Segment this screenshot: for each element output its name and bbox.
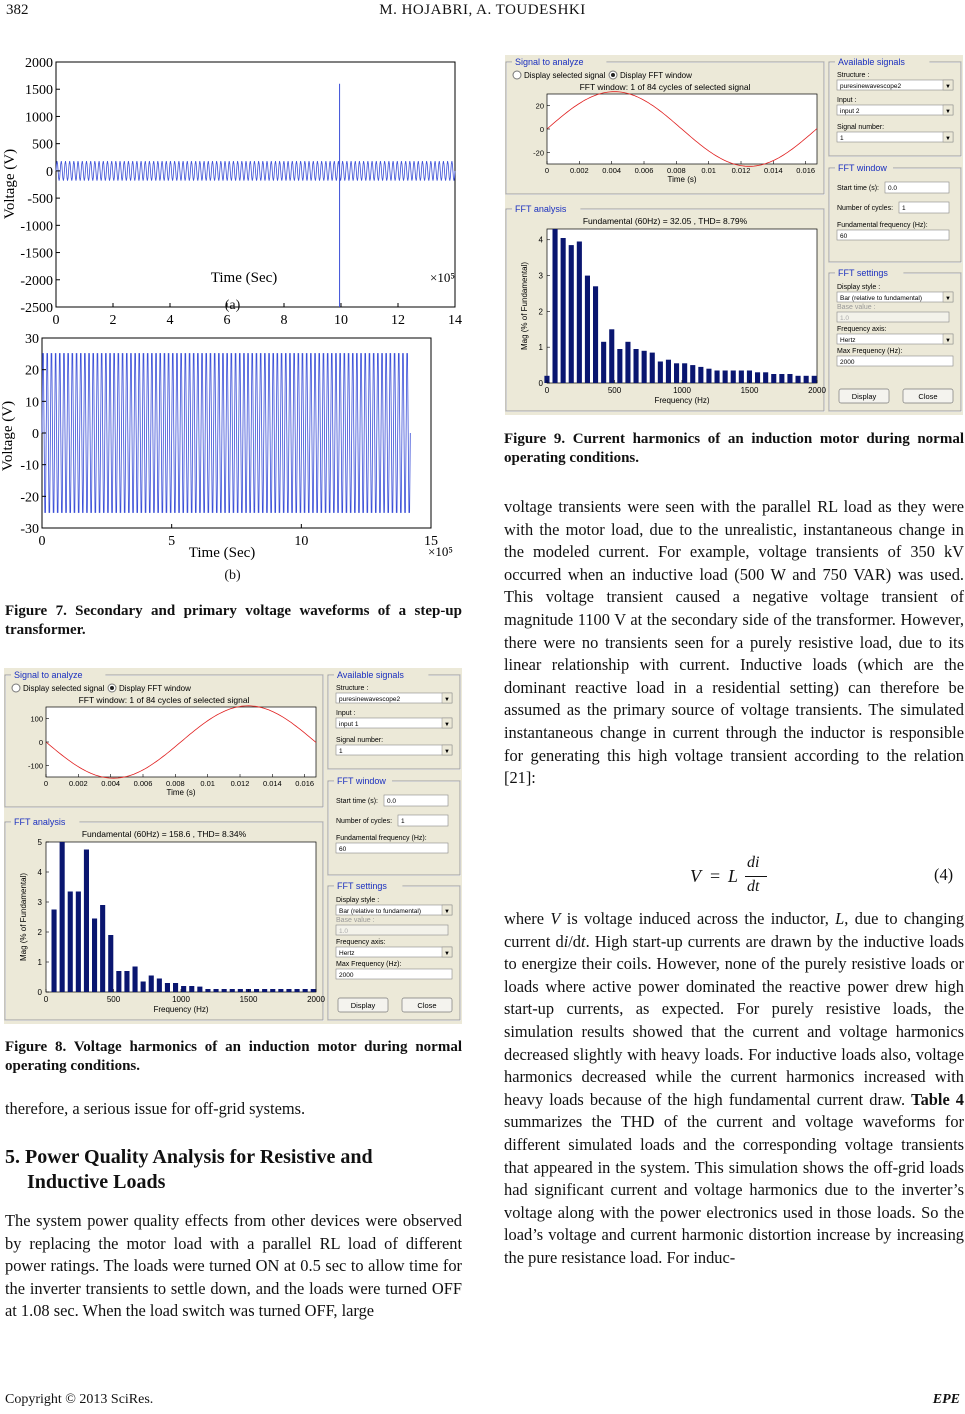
figure8-fft-gui xyxy=(4,668,462,1024)
fft-bar xyxy=(262,989,267,992)
var-t: t xyxy=(581,931,586,951)
start-time-value: 0.0 xyxy=(888,185,898,192)
signal-number-chevron-down-icon: ▼ xyxy=(444,749,450,755)
cycles-label: Number of cycles: xyxy=(336,818,393,825)
text-run: , due to changing current d xyxy=(504,909,965,951)
y-tick-label: -10 xyxy=(20,458,39,474)
fig7a-ylabel: Voltage (V) xyxy=(2,148,18,220)
fund-freq-value: 60 xyxy=(840,233,848,240)
fig7b-xlabel: Time (Sec) xyxy=(188,545,256,561)
fft-bar xyxy=(796,376,801,383)
fft-bar xyxy=(706,369,711,383)
frequency-axis-label: Frequency axis: xyxy=(837,326,887,333)
x-tick-label: 10 xyxy=(334,313,348,328)
time-x-tick-label: 0.016 xyxy=(796,166,816,175)
equation-4 xyxy=(504,854,964,902)
time-x-tick-label: 0.008 xyxy=(165,779,185,788)
radio-selected-signal xyxy=(12,684,20,692)
fft-x-tick-label: 0 xyxy=(544,386,550,395)
x-tick-label: 6 xyxy=(223,313,231,328)
fft-bar xyxy=(133,967,138,993)
figure7b-label: (b) xyxy=(224,568,241,583)
start-time-value: 0.0 xyxy=(387,798,397,805)
fft-bar xyxy=(311,989,316,992)
fft-y-tick-label: 4 xyxy=(538,235,543,245)
time-x-tick-label: 0.012 xyxy=(731,166,751,175)
text-run: /d xyxy=(568,931,581,951)
fft-bar xyxy=(771,374,776,383)
fft-x-tick-label: 2000 xyxy=(307,995,325,1004)
fft-bar xyxy=(100,905,105,992)
x-tick-label: 10 xyxy=(294,534,309,549)
fft-y-tick-label: 5 xyxy=(37,838,42,847)
figure9-fft-gui xyxy=(505,55,963,415)
fft-bar xyxy=(804,376,809,383)
fig7b-ylabel: Voltage (V) xyxy=(0,400,16,472)
fft-bar xyxy=(157,979,162,993)
fft-bar xyxy=(739,371,744,384)
input-label: Input : xyxy=(837,97,857,104)
fft-bar xyxy=(84,850,89,993)
fft-bar xyxy=(625,342,630,383)
fft-x-tick-label: 0 xyxy=(43,995,49,1004)
input-chevron-down-icon: ▼ xyxy=(945,109,951,115)
time-x-tick-label: 0.006 xyxy=(133,779,153,788)
time-x-tick-label: 0.01 xyxy=(200,779,215,788)
footer-copyright: Copyright © 2013 SciRes. xyxy=(5,1392,154,1407)
fft-window-panel-title: FFT window xyxy=(337,776,386,786)
time-y-tick-label: 100 xyxy=(30,714,43,724)
text-run: is voltage induced across the inductor, xyxy=(560,909,836,928)
time-x-tick-label: 0.01 xyxy=(701,166,716,175)
eq-V: V xyxy=(690,866,701,886)
y-tick-label: -500 xyxy=(27,192,53,208)
fft-bar xyxy=(642,351,647,383)
fig7a-xlabel: Time (Sec) xyxy=(210,270,278,286)
y-tick-label: 30 xyxy=(25,332,39,347)
max-frequency-value: 2000 xyxy=(339,972,354,979)
fft-bar xyxy=(715,371,720,384)
time-x-tick-label: 0 xyxy=(544,166,550,175)
time-x-tick-label: 0.014 xyxy=(262,779,282,788)
fft-xlabel: Frequency (Hz) xyxy=(654,396,710,405)
eq-number: (4) xyxy=(934,865,954,884)
fft-bar xyxy=(303,989,308,992)
available-signals-title: Available signals xyxy=(337,670,404,680)
input-value: input 1 xyxy=(339,721,359,728)
x-tick-label: 0 xyxy=(52,313,60,328)
fft-bar xyxy=(124,971,129,992)
eq-L: L xyxy=(728,866,739,886)
fft-bar xyxy=(254,989,259,992)
fft-x-tick-label: 2000 xyxy=(808,386,826,395)
y-tick-label: 0 xyxy=(46,164,53,180)
table-reference[interactable]: Table 4 xyxy=(911,1089,964,1109)
input-value: input 2 xyxy=(840,108,860,115)
structure-value: puresinewavescope2 xyxy=(840,83,902,90)
radio-fft-dot xyxy=(110,686,114,690)
time-y-tick-label: -100 xyxy=(27,761,43,771)
fft-y-tick-label: 3 xyxy=(37,898,42,907)
figure7a-chart xyxy=(0,52,465,328)
fft-bar xyxy=(650,353,655,383)
time-x-tick-label: 0.004 xyxy=(101,779,121,788)
fft-title: Fundamental (60Hz) = 32.05 , THD= 8.79% xyxy=(582,216,748,226)
fig7a-multiplier: ×10⁵ xyxy=(430,270,455,285)
eq-equals: = xyxy=(710,866,721,886)
radio-fft-label: Display FFT window xyxy=(119,684,191,693)
time-y-tick-label: -20 xyxy=(533,148,544,158)
fft-bar xyxy=(763,372,768,383)
fft-bar xyxy=(149,976,154,993)
fft-bar xyxy=(617,349,622,383)
fft-y-tick-label: 2 xyxy=(37,928,42,937)
section5-title-line1: 5. Power Quality Analysis for Resistive and xyxy=(5,1146,373,1168)
start-time-label: Start time (s): xyxy=(336,798,379,805)
x-tick-label: 15 xyxy=(424,534,438,549)
fft-bar xyxy=(561,238,566,383)
fft-bar xyxy=(666,360,671,383)
max-frequency-label: Max Frequency (Hz): xyxy=(837,348,903,355)
right-paragraph-1: voltage transients were seen with the parallel RL load as they were with the motor load, due to the unrealistic, instantaneous change in the modeled current. For example, voltage transients of 350 kV occurred when an inductive load (500 W and 750 VAR) was used. This voltage transient caused a negative voltage transient of magnitude 1100 V at the secondary side of the transformer. However, there were no transients seen for a purely resistive load, due to its linear relationship with current. Inductive loads (which are the dominant reactive load in a residential setting) can therefore be assumed as the primary source of voltage transients. The simulated instantaneous change in current through the inductor is responsible for generating this high voltage transient according to the relation [21]: xyxy=(504,497,964,788)
fft-bar xyxy=(609,329,614,383)
display-style-label: Display style : xyxy=(837,284,881,291)
text-run: where xyxy=(504,909,551,928)
fft-xlabel: Frequency (Hz) xyxy=(153,1005,209,1014)
fft-ylabel: Mag (% of Fundamental) xyxy=(19,872,28,962)
fft-bar xyxy=(68,892,73,993)
fft-bar xyxy=(569,245,574,383)
page-number: 382 xyxy=(6,2,29,18)
display-style-value: Bar (relative to fundamental) xyxy=(840,295,923,302)
x-tick-label: 2 xyxy=(109,313,117,328)
fft-bar xyxy=(197,987,202,992)
y-tick-label: -30 xyxy=(20,522,39,537)
fft-window-panel-title: FFT window xyxy=(838,163,887,173)
input-label: Input : xyxy=(336,710,356,717)
signal-number-label: Signal number: xyxy=(837,124,885,131)
fft-bar xyxy=(593,286,598,383)
base-value-field xyxy=(837,312,949,322)
right-paragraph-2 xyxy=(504,908,964,1270)
var-i: i xyxy=(563,931,569,951)
base-value-field xyxy=(336,925,448,935)
fft-settings-panel-title: FFT settings xyxy=(838,268,888,278)
var-L: L xyxy=(835,909,845,928)
figure7a-label: (a) xyxy=(224,298,241,313)
fft-bar xyxy=(295,989,300,992)
signal-number-label: Signal number: xyxy=(336,737,384,744)
fft-window-caption: FFT window: 1 of 84 cycles of selected signal xyxy=(78,695,250,705)
signal-panel-title: Signal to analyze xyxy=(14,670,83,680)
base-value-label: Base value : xyxy=(837,304,876,311)
fft-bar xyxy=(238,989,243,992)
fft-bar xyxy=(214,989,219,992)
running-header: M. HOJABRI, A. TOUDESHKI xyxy=(379,2,586,18)
fund-freq-value: 60 xyxy=(339,846,347,853)
signal-number-field xyxy=(837,132,953,142)
fft-x-tick-label: 1500 xyxy=(740,386,759,395)
fft-bar xyxy=(181,986,186,992)
fft-y-tick-label: 2 xyxy=(538,307,543,317)
fft-bar xyxy=(779,374,784,383)
radio-selected-label: Display selected signal xyxy=(524,71,606,80)
fft-bar xyxy=(634,349,639,383)
x-tick-label: 12 xyxy=(391,313,405,328)
fft-bar xyxy=(165,983,170,992)
fft-bar xyxy=(278,989,283,992)
y-tick-label: -2500 xyxy=(20,301,53,316)
fund-freq-field xyxy=(837,230,949,240)
fft-bar xyxy=(108,935,113,992)
time-x-tick-label: 0 xyxy=(43,779,49,788)
footer-journal: EPE xyxy=(932,1392,960,1407)
time-x-tick-label: 0.002 xyxy=(68,779,88,788)
time-y-tick-label: 0 xyxy=(38,738,43,747)
fft-bar xyxy=(690,365,695,383)
structure-label: Structure : xyxy=(336,685,369,692)
radio-selected-label: Display selected signal xyxy=(23,684,105,693)
fft-x-tick-label: 1000 xyxy=(673,386,691,395)
fft-window-caption: FFT window: 1 of 84 cycles of selected signal xyxy=(579,82,751,92)
fft-x-tick-label: 1000 xyxy=(172,995,190,1004)
y-tick-label: -1500 xyxy=(20,246,53,262)
fft-y-tick-label: 0 xyxy=(37,988,42,997)
fft-bar xyxy=(230,989,235,992)
structure-chevron-down-icon: ▼ xyxy=(444,697,450,703)
fft-bar xyxy=(222,989,227,992)
structure-value: puresinewavescope2 xyxy=(339,696,401,703)
fft-panel-title: FFT analysis xyxy=(515,204,567,214)
fft-y-tick-label: 3 xyxy=(538,271,543,281)
fft-bar xyxy=(286,989,291,992)
fft-bar xyxy=(601,342,606,383)
fig7b-multiplier: ×10⁵ xyxy=(428,544,453,559)
fft-bar xyxy=(577,242,582,384)
cycles-field xyxy=(398,815,448,826)
figure7-caption: Figure 7. Secondary and primary voltage waveforms of a step-up transformer. xyxy=(5,603,462,638)
y-tick-label: 10 xyxy=(25,395,39,411)
time-x-tick-label: 0.012 xyxy=(230,779,250,788)
eq-numerator: di xyxy=(747,854,760,871)
fft-bar xyxy=(270,989,275,992)
fft-bar xyxy=(553,229,558,383)
close-button-label: Close xyxy=(417,1001,437,1010)
fft-x-tick-label: 1500 xyxy=(239,995,258,1004)
fund-freq-field xyxy=(336,843,448,853)
radio-selected-signal xyxy=(513,71,521,79)
fft-bar xyxy=(76,892,81,993)
time-xlabel: Time (s) xyxy=(166,788,196,797)
fft-bar xyxy=(674,363,679,383)
fft-bar xyxy=(698,367,703,383)
time-x-tick-label: 0.006 xyxy=(634,166,654,175)
display-button-label: Display xyxy=(350,1001,376,1010)
fft-panel-title: FFT analysis xyxy=(14,817,66,827)
max-frequency-value: 2000 xyxy=(840,359,855,366)
frequency-axis-chevron-down-icon: ▼ xyxy=(945,338,951,344)
fft-bar xyxy=(682,363,687,383)
fft-settings-panel-title: FFT settings xyxy=(337,881,387,891)
y-tick-label: 500 xyxy=(32,137,53,153)
eq-denominator: dt xyxy=(747,878,760,895)
start-time-label: Start time (s): xyxy=(837,185,880,192)
y-tick-label: 20 xyxy=(25,363,39,379)
section5-paragraph: The system power quality effects from other devices were observed by replacing the motor load with a parallel RL load of different power ratings. The loads were turned ON at 0.5 sec to allow time for the inverter transients to settle down, and the loads were turned OFF at 1.08 sec. When the load switch was turned OFF, large xyxy=(5,1211,462,1321)
signal-panel-title: Signal to analyze xyxy=(515,57,584,67)
y-tick-label: -2000 xyxy=(20,273,53,289)
x-tick-label: 8 xyxy=(280,313,288,328)
fft-bar xyxy=(812,376,817,383)
signal-number-value: 1 xyxy=(840,135,844,142)
figure9-caption: Figure 9. Current harmonics of an induction motor during normal operating conditions. xyxy=(504,431,964,466)
cycles-value: 1 xyxy=(401,818,405,825)
fft-bar xyxy=(787,374,792,383)
time-x-tick-label: 0.004 xyxy=(602,166,622,175)
fft-bar xyxy=(173,983,178,992)
fft-y-tick-label: 4 xyxy=(37,868,42,877)
close-button-label: Close xyxy=(918,392,938,401)
y-tick-label: 1000 xyxy=(25,110,53,126)
structure-chevron-down-icon: ▼ xyxy=(945,84,951,90)
x-tick-label: 4 xyxy=(166,313,174,328)
radio-fft-label: Display FFT window xyxy=(620,71,692,80)
time-x-tick-label: 0.016 xyxy=(295,779,315,788)
y-tick-label: 1500 xyxy=(25,83,53,99)
display-style-chevron-down-icon: ▼ xyxy=(444,909,450,915)
fft-bar xyxy=(658,362,663,384)
fft-ylabel: Mag (% of Fundamental) xyxy=(520,261,529,351)
fft-bar xyxy=(60,842,65,992)
display-button-label: Display xyxy=(851,392,877,401)
structure-label: Structure : xyxy=(837,72,870,79)
fund-freq-label: Fundamental frequency (Hz): xyxy=(336,835,427,842)
y-tick-label: -1000 xyxy=(20,219,53,235)
x-tick-label: 0 xyxy=(38,534,46,549)
y-tick-label: 0 xyxy=(32,427,39,442)
time-x-tick-label: 0.008 xyxy=(666,166,686,175)
base-value-value: 1.0 xyxy=(339,928,349,935)
base-value-value: 1.0 xyxy=(840,315,850,322)
fft-title: Fundamental (60Hz) = 158.6 , THD= 8.34% xyxy=(81,829,247,839)
max-frequency-label: Max Frequency (Hz): xyxy=(336,961,402,968)
figure7b-chart xyxy=(0,332,465,582)
x-tick-label: 5 xyxy=(168,534,176,549)
display-style-value: Bar (relative to fundamental) xyxy=(339,908,422,915)
fft-bar xyxy=(205,989,210,992)
eq-fraction-bar xyxy=(745,876,767,877)
fft-y-tick-label: 1 xyxy=(37,958,42,967)
time-x-tick-label: 0.014 xyxy=(763,166,783,175)
fft-bar xyxy=(723,371,728,384)
y-tick-label: 2000 xyxy=(25,56,53,71)
fft-y-tick-label: 1 xyxy=(538,343,543,353)
time-y-tick-label: 0 xyxy=(539,125,544,134)
section5-title-line2: Inductive Loads xyxy=(27,1171,166,1193)
fft-bar xyxy=(141,982,146,993)
input-chevron-down-icon: ▼ xyxy=(444,722,450,728)
signal-number-value: 1 xyxy=(339,748,343,755)
time-y-tick-label: 20 xyxy=(535,101,544,111)
fft-bar xyxy=(189,986,194,992)
signal-number-field xyxy=(336,745,452,755)
radio-fft-dot xyxy=(611,73,615,77)
fft-x-tick-label: 500 xyxy=(607,386,622,395)
fft-x-tick-label: 500 xyxy=(106,995,121,1004)
left-continuation-text: therefore, a serious issue for off-grid systems. xyxy=(5,1099,306,1118)
frequency-axis-label: Frequency axis: xyxy=(336,939,386,946)
fft-bar xyxy=(52,910,57,993)
frequency-axis-chevron-down-icon: ▼ xyxy=(444,951,450,957)
fft-bar xyxy=(92,919,97,993)
text-run: summarizes the THD of the current and voltage waveforms for different simulated loads and the corresponding voltage transients that appeared in the system. This simulation shows the off-grid loads had significant current and voltage harmonics due to the inverter’s voltage along with the power electronics used in those loads. So the load’s voltage and current harmonic distortion increase by increasing the pure resistance load. For induc- xyxy=(504,1112,964,1267)
fft-bar xyxy=(116,971,121,992)
y-tick-label: -20 xyxy=(20,490,39,506)
fft-bar xyxy=(755,372,760,383)
text-run: . High start-up currents are drawn by the inductive loads to energize their coils. However, none of the purely resistive loads or loads where active power dominated the reactive power drew high start-up currents, as expected. For purely resistive loads, the simulation results showed that the current and voltage harmonics decreased slightly with heavy loads. For inductive loads also, voltage harmonics decreased while the current harmonics increased with heavy loads because of the high fundamental current draw. xyxy=(504,931,964,1109)
available-signals-title: Available signals xyxy=(838,57,905,67)
fft-bar xyxy=(731,371,736,384)
cycles-value: 1 xyxy=(902,205,906,212)
var-V: V xyxy=(550,909,561,928)
x-tick-label: 14 xyxy=(448,313,462,328)
display-style-chevron-down-icon: ▼ xyxy=(945,296,951,302)
cycles-label: Number of cycles: xyxy=(837,205,894,212)
figure8-caption: Figure 8. Voltage harmonics of an induction motor during normal operating conditions. xyxy=(5,1039,462,1074)
signal-number-chevron-down-icon: ▼ xyxy=(945,136,951,142)
fft-bar xyxy=(585,276,590,383)
cycles-field xyxy=(899,202,949,213)
fund-freq-label: Fundamental frequency (Hz): xyxy=(837,222,928,229)
time-x-tick-label: 0.002 xyxy=(569,166,589,175)
frequency-axis-value: Hertz xyxy=(339,950,355,957)
time-xlabel: Time (s) xyxy=(667,175,697,184)
display-style-label: Display style : xyxy=(336,897,380,904)
base-value-label: Base value : xyxy=(336,917,375,924)
frequency-axis-value: Hertz xyxy=(840,337,856,344)
fft-y-tick-label: 0 xyxy=(538,379,543,388)
